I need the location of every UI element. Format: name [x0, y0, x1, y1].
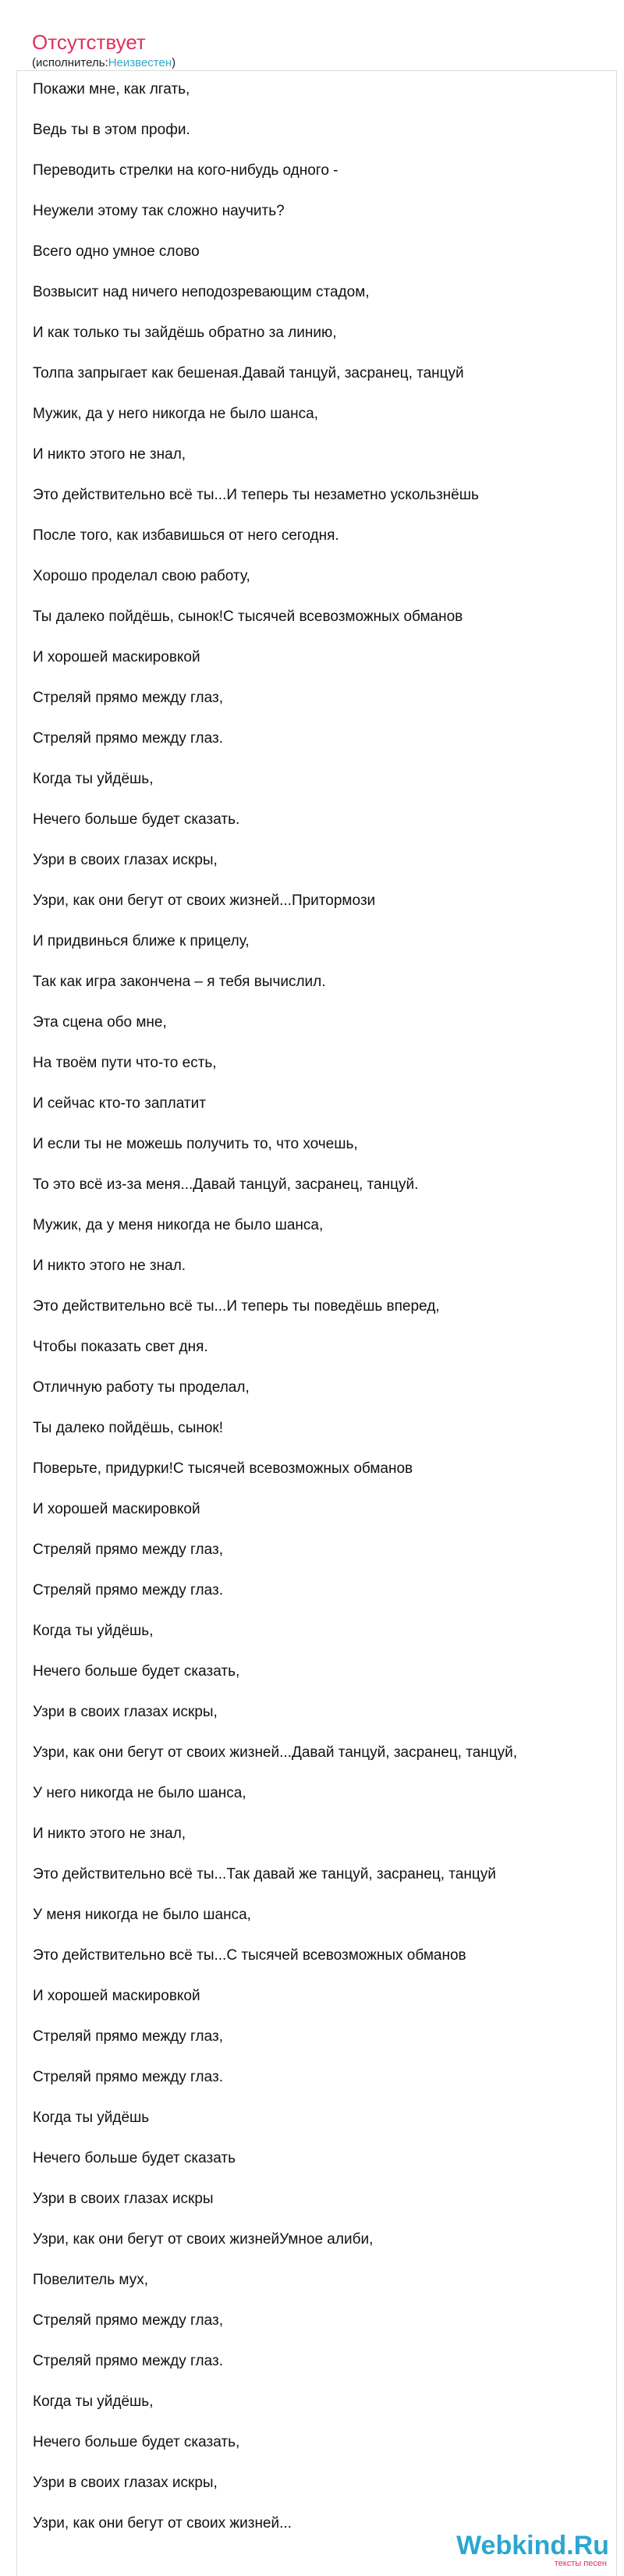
- lyric-line: И никто этого не знал,: [33, 1826, 186, 1842]
- lyric-line: Ты далеко пойдёшь, сынок!С тысячей всевозможных обманов: [33, 609, 463, 625]
- artist-prefix: (исполнитель:: [32, 56, 108, 69]
- lyric-line: Толпа запрыгает как бешеная.Давай танцуй, засранец, танцуй: [33, 365, 464, 381]
- lyric-line: Неужели этому так сложно научить?: [33, 203, 285, 219]
- lyric-line: После того, как избавишься от него сегодня.: [33, 527, 339, 544]
- lyric-line: Стреляй прямо между глаз.: [33, 2353, 223, 2369]
- lyric-line: То это всё из-за меня...Давай танцуй, засранец, танцуй.: [33, 1176, 419, 1193]
- lyric-line: Хорошо проделал свою работу,: [33, 568, 250, 584]
- lyric-line: На твоём пути что-то есть,: [33, 1055, 217, 1071]
- lyric-line: Стреляй прямо между глаз,: [33, 2312, 223, 2329]
- lyric-line: Поверьте, придурки!С тысячей всевозможных обманов: [33, 1460, 413, 1477]
- lyric-line: Нечего больше будет сказать,: [33, 1663, 240, 1680]
- lyric-line: Возвысит над ничего неподозревающим стадом,: [33, 284, 370, 300]
- lyric-line: И хорошей маскировкой: [33, 1988, 200, 2004]
- lyric-line: Нечего больше будет сказать,: [33, 2434, 240, 2450]
- lyric-line: Узри в своих глазах искры,: [33, 1704, 218, 1720]
- lyric-line: Стреляй прямо между глаз.: [33, 2069, 223, 2085]
- lyric-line: Стреляй прямо между глаз.: [33, 730, 223, 747]
- logo-text: Webkind.Ru: [456, 2531, 609, 2560]
- lyric-line: У него никогда не было шанса,: [33, 1785, 246, 1801]
- artist-line: [32, 56, 608, 70]
- lyric-line: Чтобы показать свет дня.: [33, 1339, 208, 1355]
- lyric-line: Узри, как они бегут от своих жизней...Давай танцуй, засранец, танцуй,: [33, 1744, 518, 1761]
- lyric-line: Повелитель мух,: [33, 2272, 148, 2288]
- lyric-line: Узри в своих глазах искры,: [33, 852, 218, 868]
- lyric-line: И хорошей маскировкой: [33, 1501, 200, 1517]
- lyric-line: Ты далеко пойдёшь, сынок!: [33, 1420, 224, 1436]
- site-logo[interactable]: [451, 2531, 615, 2568]
- lyric-line: И никто этого не знал.: [33, 1258, 186, 1274]
- lyric-line: Стреляй прямо между глаз,: [33, 1542, 223, 1558]
- lyric-line: И сейчас кто-то заплатит: [33, 1095, 206, 1112]
- artist-suffix: ): [172, 56, 176, 69]
- lyric-line: Когда ты уйдёшь,: [33, 771, 154, 787]
- lyric-line: Мужик, да у него никогда не было шанса,: [33, 406, 318, 422]
- lyric-line: И как только ты зайдёшь обратно за линию,: [33, 325, 337, 341]
- lyric-line: И хорошей маскировкой: [33, 649, 200, 665]
- lyric-line: Ведь ты в этом профи.: [33, 122, 190, 138]
- lyric-line: У меня никогда не было шанса,: [33, 1907, 251, 1923]
- lyric-line: Всего одно умное слово: [33, 243, 200, 260]
- lyric-line: Это действительно всё ты...С тысячей всевозможных обманов: [33, 1947, 466, 1964]
- lyric-line: Узри, как они бегут от своих жизней...: [33, 2515, 292, 2532]
- lyric-line: Нечего больше будет сказать: [33, 2150, 236, 2166]
- lyric-line: Переводить стрелки на кого-нибудь одного -: [33, 162, 339, 179]
- lyric-line: Это действительно всё ты...И теперь ты поведёшь вперед,: [33, 1298, 440, 1315]
- lyric-line: Узри, как они бегут от своих жизней...Притормози: [33, 892, 376, 909]
- song-title: Отсутствует: [32, 30, 146, 54]
- lyric-line: И если ты не можешь получить то, что хочешь,: [33, 1136, 358, 1152]
- lyric-line: Покажи мне, как лгать,: [33, 81, 190, 98]
- lyric-line: Эта сцена обо мне,: [33, 1014, 167, 1031]
- logo-tagline: тексты песен: [554, 2559, 607, 2568]
- lyric-line: Это действительно всё ты...Так давай же танцуй, засранец, танцуй: [33, 1866, 496, 1882]
- lyric-line: Узри, как они бегут от своих жизнейУмное алиби,: [33, 2231, 374, 2248]
- lyric-line: Стреляй прямо между глаз,: [33, 2028, 223, 2045]
- lyric-line: Нечего больше будет сказать.: [33, 811, 240, 828]
- lyric-line: Мужик, да у меня никогда не было шанса,: [33, 1217, 324, 1233]
- lyric-line: Узри в своих глазах искры,: [33, 2475, 218, 2491]
- lyrics-list: [33, 81, 608, 2556]
- lyric-line: Так как игра закончена – я тебя вычислил.: [33, 974, 326, 990]
- lyric-line: И никто этого не знал,: [33, 446, 186, 463]
- lyric-line: Когда ты уйдёшь,: [33, 1623, 154, 1639]
- lyric-line: Отличную работу ты проделал,: [33, 1379, 250, 1396]
- lyric-line: Когда ты уйдёшь: [33, 2109, 150, 2126]
- lyric-line: Это действительно всё ты...И теперь ты незаметно ускользнёшь: [33, 487, 479, 503]
- lyric-line: Узри в своих глазах искры: [33, 2191, 214, 2207]
- lyric-line: Стреляй прямо между глаз.: [33, 1582, 223, 1598]
- lyric-line: Когда ты уйдёшь,: [33, 2393, 154, 2410]
- lyric-line: Стреляй прямо между глаз,: [33, 690, 223, 706]
- song-header: [32, 30, 608, 70]
- artist-link[interactable]: Неизвестен: [108, 56, 172, 69]
- lyric-line: И придвинься ближе к прицелу,: [33, 933, 250, 949]
